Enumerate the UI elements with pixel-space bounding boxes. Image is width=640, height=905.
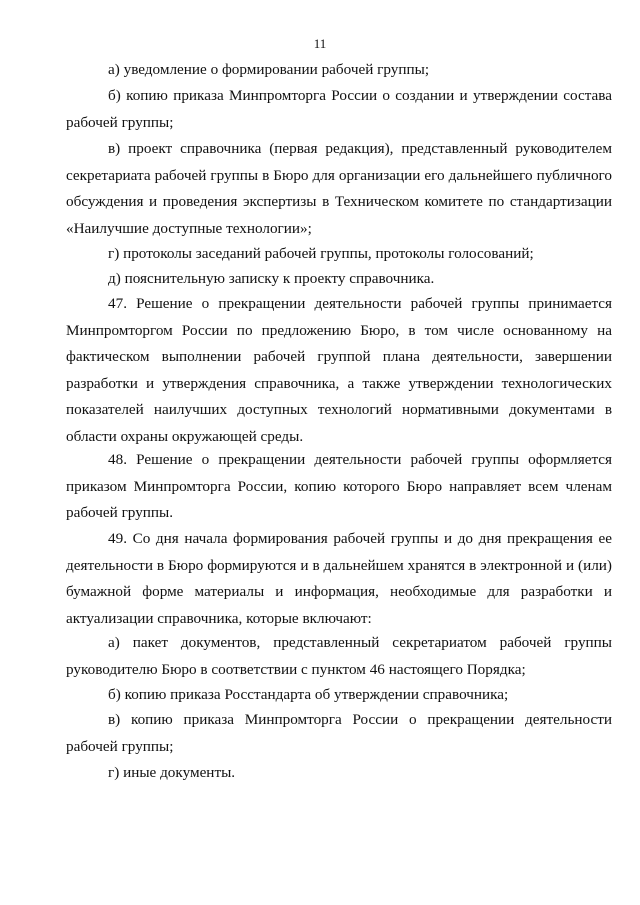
clause-48: 48. Решение о прекращении деятельности рабочей группы оформляется приказом Минпромторга России, копию которого Бюро направляет всем членам рабочей группы. xyxy=(66,451,612,521)
clause-49: 49. Со дня начала формирования рабочей группы и до дня прекращения ее деятельности в Бюро формируются и в дальнейшем хранятся в электронной и (или) бумажной форме материалы и информация, необходимые для разработки и актуализации справочника, которые включают: xyxy=(66,530,612,627)
list-item-a-notification: а) уведомление о формировании рабочей группы; xyxy=(108,61,430,78)
clause-47: 47. Решение о прекращении деятельности рабочей группы принимается Минпромторгом России по предложению Бюро, в том числе основанному на фактическом выполнении рабочей группой плана деятельности, завершении разработки и утверждения справочника, а также утверждении технологических показателей наилучших доступных технологий нормативными документами в области охраны окружающей среды. xyxy=(66,295,612,445)
list-item-d-explanatory-note: д) пояснительную записку к проекту справочника. xyxy=(108,270,435,287)
list-item-v-termination-order: в) копию приказа Минпромторга России о прекращении деятельности рабочей группы; xyxy=(66,711,612,755)
list-item-g-other-documents: г) иные документы. xyxy=(108,764,236,781)
list-item-b-order-copy: б) копию приказа Минпромторга России о создании и утверждении состава рабочей группы; xyxy=(66,87,612,131)
list-item-g-protocols: г) протоколы заседаний рабочей группы, протоколы голосований; xyxy=(108,245,534,262)
page-number: 11 xyxy=(313,36,327,51)
list-item-b-rosstandart-order: б) копию приказа Росстандарта об утверждении справочника; xyxy=(108,686,509,703)
list-item-a-document-package: а) пакет документов, представленный секретариатом рабочей группы руководителю Бюро в соответствии с пунктом 46 настоящего Порядка; xyxy=(66,634,612,678)
list-item-v-draft-reference: в) проект справочника (первая редакция), представленный руководителем секретариата рабочей группы в Бюро для организации его дальнейшего публичного обсуждения и проведения экспертизы в Техническом комитете по стандартизации «Наилучшие доступные технологии»; xyxy=(66,140,612,237)
